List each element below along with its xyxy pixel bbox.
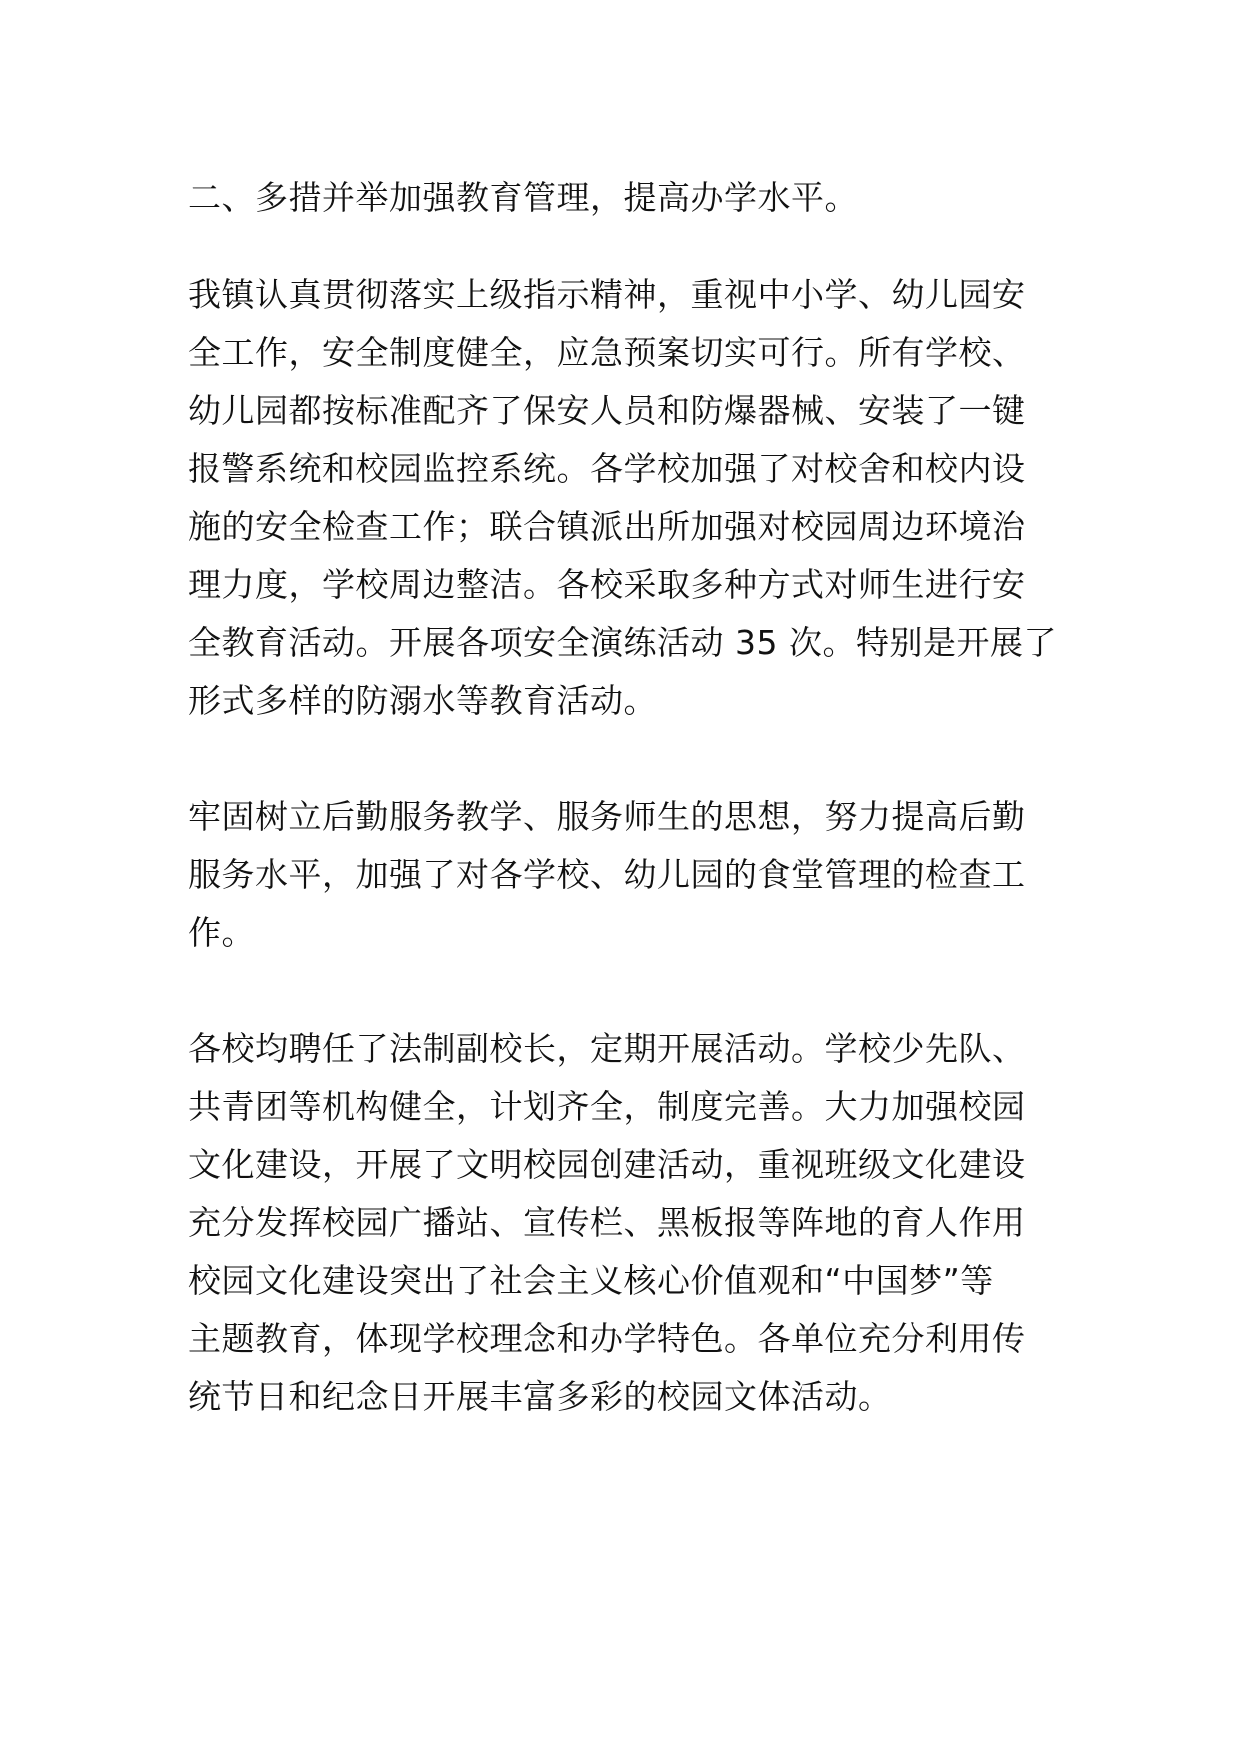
- text-line: 幼儿园都按标准配齐了保安人员和防爆器械、安装了一键: [188, 391, 1026, 430]
- text-line: 各校均聘任了法制副校长，定期开展活动。学校少先队、: [188, 1029, 1026, 1068]
- text-line: 我镇认真贯彻落实上级指示精神，重视中小学、幼儿园安: [188, 275, 1026, 314]
- text-line: 全工作，安全制度健全，应急预案切实可行。所有学校、: [188, 333, 1026, 372]
- text-line: 报警系统和校园监控系统。各学校加强了对校舍和校内设: [188, 449, 1026, 488]
- text-line: 施的安全检查工作；联合镇派出所加强对校园周边环境治: [188, 507, 1026, 546]
- text-line: 文化建设，开展了文明校园创建活动，重视班级文化建设: [188, 1145, 1026, 1184]
- text-line: 作。: [188, 913, 255, 952]
- text-line: 充分发挥校园广播站、宣传栏、黑板报等阵地的育人作用: [188, 1203, 1026, 1242]
- text-line: 主题教育，体现学校理念和办学特色。各单位充分利用传: [188, 1319, 1026, 1358]
- text-line: 服务水平，加强了对各学校、幼儿园的食堂管理的检查工: [188, 855, 1026, 894]
- text-line: 形式多样的防溺水等教育活动。: [188, 681, 657, 720]
- text-line: 校园文化建设突出了社会主义核心价值观和“中国梦”等: [188, 1261, 994, 1300]
- text-line: 共青团等机构健全，计划齐全，制度完善。大力加强校园: [188, 1087, 1026, 1126]
- section-heading: 二、多措并举加强教育管理，提高办学水平。: [188, 178, 858, 217]
- text-line: 全教育活动。开展各项安全演练活动 35 次。特别是开展了: [188, 623, 1057, 662]
- text-line: 理力度，学校周边整洁。各校采取多种方式对师生进行安: [188, 565, 1026, 604]
- text-line: 牢固树立后勤服务教学、服务师生的思想，努力提高后勤: [188, 797, 1026, 836]
- text-line: 统节日和纪念日开展丰富多彩的校园文体活动。: [188, 1377, 892, 1416]
